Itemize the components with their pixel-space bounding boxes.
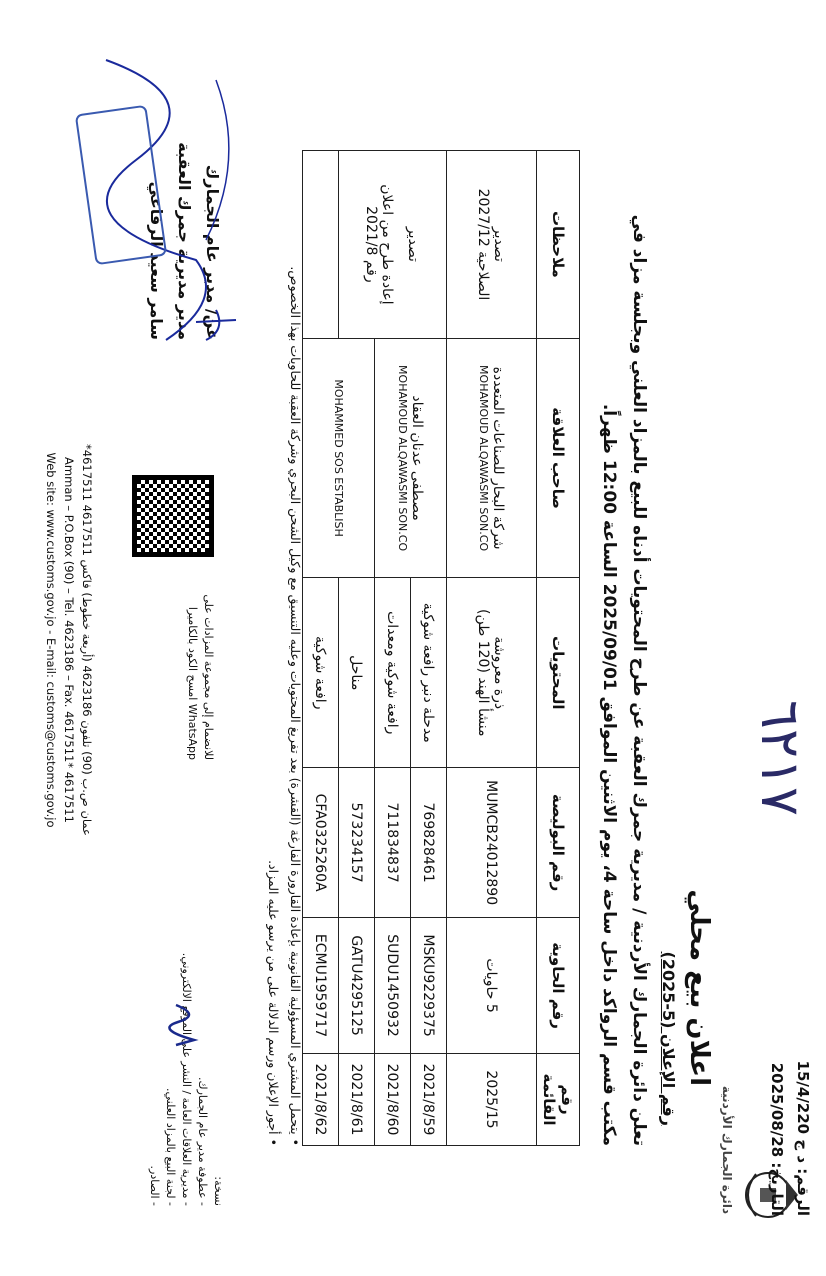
col-bill: رقم البوليصة	[537, 768, 580, 918]
cc-label: نسخة:	[212, 1176, 225, 1206]
date-value: 2025/08/28	[768, 1062, 786, 1158]
cell-container: 5 حاويات	[447, 918, 537, 1054]
cell-notes	[447, 151, 537, 339]
notes-list	[262, 146, 306, 1146]
notes-line-3: رقم 2021/8	[363, 206, 380, 283]
reference-line	[794, 1061, 812, 1216]
cell-list-no: 2021/8/61	[339, 1054, 375, 1146]
col-contents: المحتويات	[537, 578, 580, 768]
cell-container: SUDU1450932	[375, 918, 411, 1054]
owner-line-2: MOHAMOUD ALQAWASMI SON.CO	[396, 365, 409, 552]
signature-line-2: مدير مديرية جمرك العقبة	[175, 142, 194, 340]
cell-bill: 573234157	[339, 768, 375, 918]
footer	[42, 180, 96, 1100]
cell-notes	[339, 151, 447, 339]
intro-line-2: مكتب قسم الرواكد داخل ساحة 4، يوم الاثنين الموافق 2025/09/01 الساعة 12:00 ظهراً.	[599, 403, 619, 1146]
owner-line-2: MOHAMOUD ALQAWASMI SON.CO	[477, 365, 490, 552]
cell-container: MSKU9229375	[411, 918, 447, 1054]
cc-list	[146, 946, 226, 1206]
cell-bill: 769828461	[411, 768, 447, 918]
whatsapp-text-1: للانضمام إلى مجموعة المزادات على	[202, 594, 215, 760]
intro-line-1: تعلن دائرة الجمارك الأردنية / مديرية جمرك العقبة عن طرح المحتويات أدناه للبيع بالمزاد العلني وبجلسة مزاد في	[629, 214, 649, 1146]
footer-english-1: Amman – P.O.Box (90) – Tel. 4623186 – Fax. 4617511* 4617511	[62, 457, 76, 823]
cell-owner	[447, 338, 537, 578]
cc-item: - عطوفة مدير عام الجمارك.	[196, 1077, 209, 1206]
whatsapp-text-2: WhatsApp امسح الكود بالكاميرا	[186, 606, 199, 760]
cell-notes-empty	[303, 151, 339, 339]
note-item: • أجور الإعلان ورسم الدلالة على من يرسو عليه المزاد.	[266, 860, 281, 1146]
date-label: التاريخ:	[768, 1162, 786, 1216]
cell-bill: 711834837	[375, 768, 411, 918]
page-title: اعلان بيع محلي	[684, 889, 714, 1086]
col-owner: صاحب العلاقة	[537, 338, 580, 578]
cell-contents	[447, 578, 537, 768]
cell-bill: MUMCB24012890	[447, 768, 537, 918]
note-text: يتحمل المشتري المسؤولية القانونية بإعادة القارورة الفارغة (القشرة) بعد تفريغ المحتويات وعليه التنسيق مع وكيل الشحن البحري وشركة العقبة للحاويات بهذا الخصوص.	[288, 266, 303, 1135]
cc-item: - لجنة البيع بالمزاد العلني.	[164, 1087, 177, 1206]
note-item: • يتحمل المشتري المسؤولية القانونية بإعادة القارورة الفارغة (القشرة) بعد تفريغ المحتويات وعليه التنسيق مع وكيل الشحن البحري وشركة العقبة للحاويات بهذا الخصوص.	[288, 266, 303, 1146]
table-row	[303, 151, 339, 1146]
table-row	[447, 151, 537, 1146]
cell-bill: CFA0325260A	[303, 768, 339, 918]
cell-list-no: 2021/8/60	[375, 1054, 411, 1146]
col-list-no: رقم القائمة	[537, 1054, 580, 1146]
footer-english-2: Web site: www.customs.gov.jo - E-mail: customs@customs.gov.jo	[44, 452, 58, 828]
owner-line-1: مصطفى عدنان العقاد	[409, 395, 425, 521]
cell-container: GATU4295125	[339, 918, 375, 1054]
qr-code-icon[interactable]	[132, 475, 214, 557]
whatsapp-info	[184, 560, 216, 760]
notes-line-2: الصلاحية 2027/12	[475, 188, 492, 301]
notes-line-2: إعادة طرح من اعلان	[379, 184, 396, 305]
table-header-row	[537, 151, 580, 1146]
ref-label: الرقم: د ج	[794, 1139, 812, 1216]
notes-line-1: تصدير	[491, 226, 508, 262]
notes-line-1: تصدير	[405, 226, 422, 262]
cell-owner	[375, 338, 447, 578]
ref-value: 15/4/220	[794, 1060, 812, 1135]
org-name: دائرة الجمارك الأردنية	[720, 1085, 734, 1215]
initials-scribble-icon	[166, 1000, 206, 1050]
cc-item: - الصادر.	[148, 1165, 161, 1206]
owner-line-1: شركة البحار للصناعات المتعددة	[490, 366, 506, 550]
cell-owner: MOHAMMED SOS ESTABLISH	[303, 338, 375, 578]
date-line	[768, 1063, 786, 1216]
table-row	[411, 151, 447, 1146]
cell-list-no: 2021/8/59	[411, 1054, 447, 1146]
cell-contents: رافعة شوكية ومعدات	[375, 578, 411, 768]
cell-list-no: 2025/15	[447, 1054, 537, 1146]
note-text: أجور الإعلان ورسم الدلالة على من يرسو عليه المزاد.	[266, 860, 281, 1135]
cell-list-no: 2021/8/62	[303, 1054, 339, 1146]
footer-arabic: عمان ص.ب (90) تلفون 4623186 (أربعة خطوط) فاكس 4617511 4617511*	[80, 444, 94, 836]
handwritten-number: ٦٢١٧	[749, 700, 812, 817]
items-table	[302, 150, 580, 1146]
announcement-number: رقم الإعلان (5-2025)	[659, 951, 678, 1126]
cell-container: ECMU1959717	[303, 918, 339, 1054]
contents-line-2: منشأ الهند (120 طن)	[475, 609, 492, 737]
contents-line-1: ذرة معروشة	[491, 636, 508, 710]
intro-paragraph	[594, 146, 654, 1146]
cell-contents: رافعة شوكية	[303, 578, 339, 768]
signature-line-3: سامر سعيد الرفاعي	[147, 181, 166, 340]
col-notes: ملاحظات	[537, 151, 580, 339]
cell-contents: مدحلة دنبر رافعة شوكية	[411, 578, 447, 768]
col-container: رقم الحاوية	[537, 918, 580, 1054]
signature-line-1: عن/ مدير عام الجمارك	[203, 164, 222, 340]
cell-contents: مناحل	[339, 578, 375, 768]
cc-item: - مديرية العلاقات العامة / النشر على الموقع الالكتروني.	[180, 952, 193, 1206]
